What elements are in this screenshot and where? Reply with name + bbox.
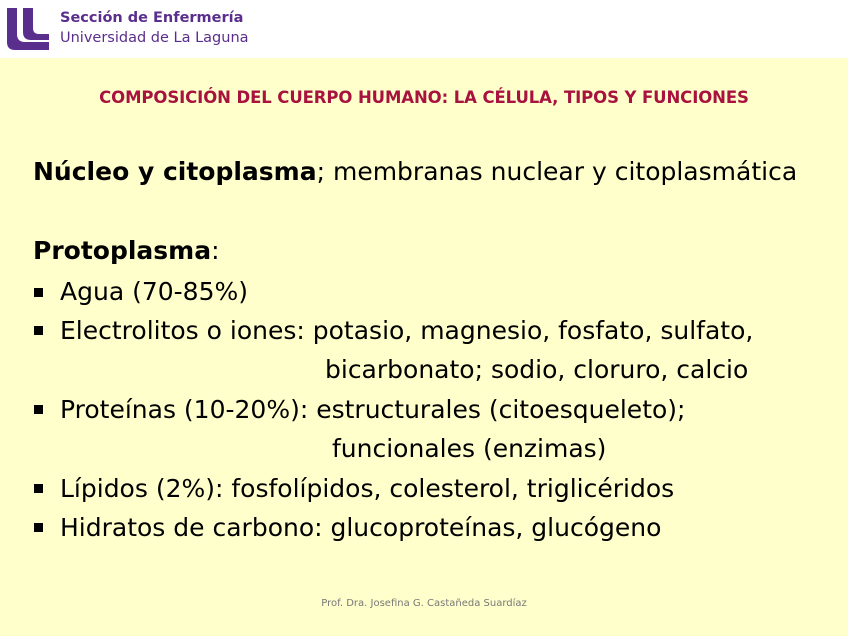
university-name: Universidad de La Laguna — [60, 30, 249, 46]
section-heading — [33, 235, 220, 267]
bullet-marker-icon — [34, 523, 43, 532]
institution-name — [60, 8, 249, 48]
bullet-item-electrolitos-continuation: bicarbonato; sodio, cloruro, calcio — [325, 355, 749, 384]
section-name: Sección de Enfermería — [60, 10, 244, 26]
bullet-marker-icon — [34, 484, 43, 493]
slide-background — [0, 58, 848, 636]
bullet-item-electrolitos: Electrolitos o iones: potasio, magnesio, fosfato, sulfato, — [60, 316, 754, 345]
section-heading-colon: : — [211, 236, 220, 265]
slide-title: COMPOSICIÓN DEL CUERPO HUMANO: LA CÉLULA, TIPOS Y FUNCIONES — [99, 88, 749, 107]
intro-text: ; membranas nuclear y citoplasmática — [316, 157, 798, 186]
bullet-marker-icon — [34, 288, 43, 297]
bullet-marker-icon — [34, 326, 43, 335]
section-heading-text: Protoplasma — [33, 236, 212, 265]
ull-logo-icon — [3, 4, 53, 50]
bullet-item-lipidos: Lípidos (2%): fosfolípidos, colesterol, triglicéridos — [60, 474, 675, 503]
bullet-marker-icon — [34, 405, 43, 414]
bullet-item-proteinas-continuation: funcionales (enzimas) — [332, 434, 607, 463]
bullet-item-agua: Agua (70-85%) — [60, 277, 248, 306]
intro-bold-text: Núcleo y citoplasma — [33, 157, 317, 186]
bullet-item-hidratos: Hidratos de carbono: glucoproteínas, glucógeno — [60, 513, 662, 542]
intro-line — [33, 156, 797, 188]
slide-header — [0, 0, 848, 58]
slide-footer: Prof. Dra. Josefina G. Castañeda Suardíaz — [321, 598, 527, 609]
bullet-item-proteinas: Proteínas (10-20%): estructurales (citoesqueleto); — [60, 395, 686, 424]
